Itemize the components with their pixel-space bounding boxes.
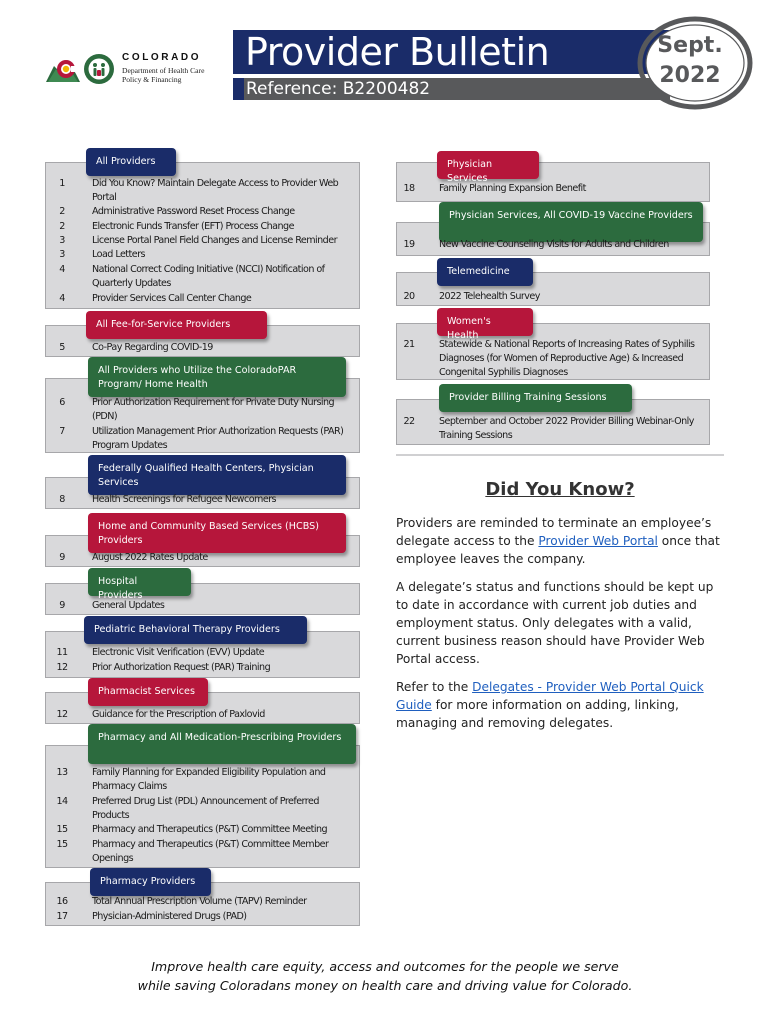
toc-page-number: 20: [403, 291, 415, 302]
toc-item-title: Family Planning for Expanded Eligibility Population and: [92, 767, 326, 778]
toc-item-title: Utilization Management Prior Authorization Requests (PAR): [92, 426, 344, 437]
section-divider: [396, 454, 724, 456]
delegates-quick-guide-link[interactable]: Delegates - Provider Web Portal Quick Guide: [396, 680, 704, 712]
toc-item[interactable]: [50, 263, 356, 291]
toc-item-title-cont: Pharmacy Claims: [92, 781, 167, 792]
toc-page-number: 5: [59, 342, 65, 353]
toc-page-number: 19: [403, 239, 415, 250]
toc-item-title-cont: Products: [92, 810, 130, 821]
toc-item[interactable]: [50, 292, 356, 306]
section-tag-hcbs[interactable]: Home and Community Based Services (HCBS) Providers: [88, 513, 346, 553]
did-you-know-paragraph-1: [396, 514, 726, 568]
toc-item-title: September and October 2022 Provider Billing Webinar-Only: [439, 416, 694, 427]
toc-item-title: Administrative Password Reset Process Change: [92, 206, 295, 217]
toc-item[interactable]: [50, 795, 356, 823]
logo-name: COLORADO: [122, 52, 202, 63]
section-tag-fqhc[interactable]: Federally Qualified Health Centers, Physician Services: [88, 455, 346, 495]
paragraph-text: Refer to the: [396, 680, 473, 694]
did-you-know-paragraph-2: A delegate’s status and functions should be kept up to date in accordance with current job duties and employment status. Only delegates with a valid, current business reason should have Provider Web Portal access.: [396, 580, 714, 666]
toc-item[interactable]: [50, 425, 356, 453]
logo-dept-line2: Policy & Financing: [122, 75, 182, 84]
toc-item[interactable]: [50, 220, 356, 234]
toc-page-number: 7: [59, 426, 65, 437]
toc-item-title: Co-Pay Regarding COVID-19: [92, 342, 213, 353]
toc-item-title-cont: Training Sessions: [439, 430, 513, 441]
toc-item[interactable]: [50, 646, 356, 660]
section-tag-pediatric-behavioral[interactable]: Pediatric Behavioral Therapy Providers: [84, 616, 307, 644]
toc-item-title: Load Letters: [92, 249, 145, 260]
footer-line-2: while saving Coloradans money on health care and driving value for Colorado.: [137, 978, 633, 993]
toc-page-number: 3: [59, 235, 65, 246]
section-tag-fee-for-service[interactable]: All Fee-for-Service Providers: [86, 311, 267, 339]
toc-item[interactable]: [397, 415, 707, 443]
toc-item[interactable]: [50, 248, 356, 262]
toc-item-title: Preferred Drug List (PDL) Announcement of Preferred: [92, 796, 319, 807]
toc-page-number: 16: [56, 896, 68, 907]
logo-text: [122, 52, 234, 84]
section-tag-physician-services[interactable]: Physician Services: [437, 151, 539, 179]
bulletin-title: Provider Bulletin: [245, 30, 550, 74]
did-you-know-heading: Did You Know?: [485, 479, 635, 500]
toc-item[interactable]: [50, 661, 356, 675]
toc-item[interactable]: [397, 238, 707, 252]
toc-item[interactable]: [50, 599, 356, 613]
toc-item[interactable]: [50, 910, 356, 924]
toc-page-number: 12: [56, 709, 68, 720]
paragraph-text: once that employee leaves the company.: [396, 534, 720, 566]
toc-item-title: Physician-Administered Drugs (PAD): [92, 911, 247, 922]
toc-item[interactable]: [50, 838, 356, 866]
did-you-know-paragraph-3: [396, 678, 726, 732]
section-tag-pharmacy-medication[interactable]: Pharmacy and All Medication-Prescribing Providers: [88, 724, 356, 764]
toc-page-number: 18: [403, 183, 415, 194]
toc-item-title-cont: Congenital Syphilis Diagnoses: [439, 367, 568, 378]
toc-page-number: 9: [59, 552, 65, 563]
toc-item-title: Guidance for the Prescription of Paxlovid: [92, 709, 265, 720]
section-tag-billing-training[interactable]: Provider Billing Training Sessions: [439, 384, 632, 412]
toc-item-title: 2022 Telehealth Survey: [439, 291, 540, 302]
colorado-state-logo-icon: [44, 52, 118, 86]
title-banner: [233, 30, 670, 100]
section-tag-womens-health[interactable]: Women's Health: [437, 308, 533, 336]
footer-line-1: Improve health care equity, access and outcomes for the people we serve: [151, 959, 619, 974]
toc-item[interactable]: [50, 823, 356, 837]
toc-item-title: Prior Authorization Requirement for Private Duty Nursing: [92, 397, 335, 408]
toc-item[interactable]: [50, 177, 356, 205]
toc-item-title: Pharmacy and Therapeutics (P&T) Committee Member: [92, 839, 329, 850]
toc-item-title-cont: (PDN): [92, 411, 118, 422]
toc-item[interactable]: [50, 708, 356, 722]
toc-page-number: 15: [56, 824, 68, 835]
toc-item[interactable]: [397, 182, 707, 196]
toc-page-number: 1: [59, 178, 65, 189]
paragraph-text: Providers are reminded to terminate an employee’s delegate access to the: [396, 516, 712, 548]
issue-year: 2022: [659, 63, 721, 88]
toc-item-title: Health Screenings for Refugee Newcomers: [92, 494, 277, 505]
section-tag-pharmacy-providers[interactable]: Pharmacy Providers: [90, 868, 211, 896]
toc-page-number: 22: [403, 416, 415, 427]
toc-page-number: 4: [59, 264, 65, 275]
toc-item[interactable]: [50, 895, 356, 909]
toc-item-title: New Vaccine Counseling Visits for Adults and Children: [439, 239, 669, 250]
toc-page-number: 6: [59, 397, 65, 408]
bulletin-reference: Reference: B2200482: [244, 78, 670, 100]
toc-item-title-cont: Diagnoses (for Women of Reproductive Age) & Increased: [439, 353, 684, 364]
toc-item[interactable]: [397, 290, 707, 304]
toc-page-number: 13: [56, 767, 68, 778]
toc-item-title: Electronic Visit Verification (EVV) Update: [92, 647, 265, 658]
toc-page-number: 2: [59, 221, 65, 232]
footer-mission-statement: [60, 957, 710, 995]
section-tag-covid-vaccine[interactable]: Physician Services, All COVID-19 Vaccine Providers: [439, 202, 703, 242]
toc-item-title: License Portal Panel Field Changes and License Reminder: [92, 235, 337, 246]
paragraph-text: for more information on adding, linking, managing and removing delegates.: [396, 698, 679, 730]
toc-item-title-cont: Program Updates: [92, 440, 168, 451]
toc-page-number: 15: [56, 839, 68, 850]
toc-item-title: Prior Authorization Request (PAR) Training: [92, 662, 271, 673]
toc-page-number: 17: [56, 911, 68, 922]
toc-page-number: 12: [56, 662, 68, 673]
section-tag-pharmacist[interactable]: Pharmacist Services: [88, 678, 208, 706]
toc-item-title-cont: Portal: [92, 192, 117, 203]
toc-item-title: Statewide & National Reports of Increasing Rates of Syphilis: [439, 339, 695, 350]
section-tag-telemedicine[interactable]: Telemedicine: [437, 258, 533, 286]
toc-item-title: Provider Services Call Center Change: [92, 293, 252, 304]
toc-item-title-cont: Quarterly Updates: [92, 278, 171, 289]
toc-page-number: 21: [403, 339, 415, 350]
toc-item-title: August 2022 Rates Update: [92, 552, 208, 563]
provider-web-portal-link[interactable]: Provider Web Portal: [538, 534, 658, 548]
toc-item[interactable]: [50, 766, 356, 794]
toc-item[interactable]: [50, 396, 356, 424]
toc-page-number: 3: [59, 249, 65, 260]
section-tag-coloradopar[interactable]: All Providers who Utilize the ColoradoPAR Program/ Home Health: [88, 357, 346, 397]
toc-page-number: 4: [59, 293, 65, 304]
toc-item[interactable]: [397, 338, 707, 380]
toc-page-number: 2: [59, 206, 65, 217]
toc-item-title: Did You Know? Maintain Delegate Access to Provider Web: [92, 178, 339, 189]
toc-page-number: 14: [56, 796, 68, 807]
toc-item-title: Pharmacy and Therapeutics (P&T) Committee Meeting: [92, 824, 328, 835]
toc-item[interactable]: [50, 493, 356, 507]
toc-page-number: 11: [56, 647, 68, 658]
toc-page-number: 8: [59, 494, 65, 505]
toc-item-title: Electronic Funds Transfer (EFT) Process Change: [92, 221, 294, 232]
toc-item[interactable]: [50, 234, 356, 248]
toc-item-title: Total Annual Prescription Volume (TAPV) Reminder: [92, 896, 307, 907]
toc-page-number: 9: [59, 600, 65, 611]
toc-item-title: Family Planning Expansion Benefit: [439, 183, 586, 194]
colorado-hcpf-logo: [44, 50, 234, 90]
section-tag-hospital[interactable]: Hospital Providers: [88, 568, 191, 596]
section-tag-all-providers[interactable]: All Providers: [86, 148, 176, 176]
toc-item[interactable]: [50, 341, 356, 355]
toc-item[interactable]: [50, 551, 356, 565]
toc-item-title: National Correct Coding Initiative (NCCI) Notification of: [92, 264, 325, 275]
toc-item[interactable]: [50, 205, 356, 219]
toc-item-title: General Updates: [92, 600, 165, 611]
issue-month: Sept.: [657, 33, 723, 58]
logo-dept-line1: Department of Health Care: [122, 66, 205, 75]
toc-item-title-cont: Openings: [92, 853, 134, 864]
